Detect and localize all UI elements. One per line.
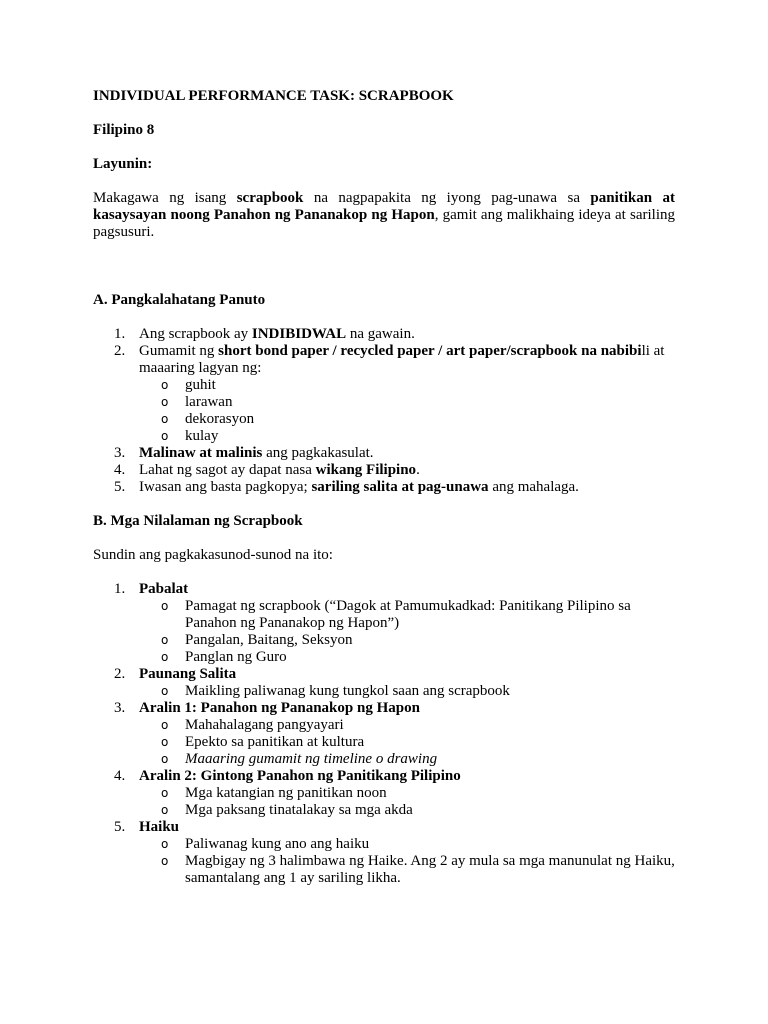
- bullet-o-icon: o: [161, 854, 169, 868]
- sub-item-text: kulay: [185, 428, 219, 444]
- bullet-o-icon: o: [161, 786, 169, 800]
- bullet-o-icon: o: [161, 395, 169, 409]
- sub-item-text: Pangalan, Baitang, Seksyon: [185, 632, 353, 648]
- objective-text-2: na nagpapakita ng iyong pag-unawa sa: [303, 190, 591, 206]
- sub-item-text-italic: Maaaring gumamit ng timeline o drawing: [185, 751, 438, 767]
- item-text: Gumamit ng: [139, 343, 219, 359]
- list-item: [93, 768, 675, 819]
- sub-list-item: [139, 683, 675, 700]
- section-a-heading: A. Pangkalahatang Panuto: [93, 292, 266, 308]
- item-text: Lahat ng sagot ay dapat nasa: [139, 462, 316, 478]
- sub-item-text: Pamagat ng scrapbook (“Dagok at Pamumukadkad: Panitikang Pilipino sa Panahon ng Pananakop ng Hapon”): [185, 598, 631, 631]
- objective-bold-2: panitikan at kasaysayan noong Panahon ng Pananakop ng Hapon: [93, 190, 675, 223]
- sub-list: [139, 598, 675, 666]
- sub-list-item: [139, 734, 675, 751]
- list-item: [93, 343, 675, 445]
- list-item: [93, 819, 675, 887]
- bullet-o-icon: o: [161, 752, 169, 766]
- sub-list: [139, 717, 675, 768]
- item-text: Iwasan ang basta pagkopya;: [139, 479, 312, 495]
- sub-item-text: larawan: [185, 394, 233, 410]
- subject-label: Filipino 8: [93, 122, 155, 138]
- bullet-o-icon: o: [161, 803, 169, 817]
- sub-list-item: [139, 649, 675, 666]
- section-b-heading: B. Mga Nilalaman ng Scrapbook: [93, 513, 303, 529]
- objective-text-3: , gamit ang malikhaing ideya at sariling pagsusuri.: [93, 207, 675, 240]
- sub-list-item: [139, 632, 675, 649]
- section-a-list: [93, 326, 675, 496]
- document-title: INDIVIDUAL PERFORMANCE TASK: SCRAPBOOK: [93, 88, 454, 104]
- item-label: Pabalat: [139, 581, 189, 597]
- item-number: 5.: [114, 819, 126, 835]
- list-item: [93, 581, 675, 666]
- list-item: [93, 326, 675, 343]
- objective-bold-1: scrapbook: [236, 190, 304, 206]
- item-number: 2.: [114, 343, 126, 359]
- sub-list: [139, 377, 675, 445]
- objective-heading: Layunin:: [93, 156, 153, 172]
- bullet-o-icon: o: [161, 599, 169, 613]
- sub-item-text: dekorasyon: [185, 411, 255, 427]
- bullet-o-icon: o: [161, 718, 169, 732]
- sub-item-text: Mga paksang tinatalakay sa mga akda: [185, 802, 413, 818]
- objective-text-1: Makagawa ng isang: [93, 190, 237, 206]
- item-label: Aralin 1: Panahon ng Pananakop ng Hapon: [139, 700, 420, 716]
- sub-list-item: [139, 836, 675, 853]
- sub-list-item: [139, 802, 675, 819]
- sub-item-text: Magbigay ng 3 halimbawa ng Haike. Ang 2 ay mula sa mga manunulat ng Haiku, samantalang ang 1 ay sariling likha.: [185, 853, 675, 886]
- item-bold-text: INDIBIDWAL: [251, 326, 347, 342]
- item-text: Ang scrapbook ay: [139, 326, 252, 342]
- item-text: ang mahalaga.: [488, 479, 579, 495]
- list-item: [93, 700, 675, 768]
- item-text: li at maaaring lagyan ng:: [139, 343, 665, 376]
- item-number: 3.: [114, 445, 126, 461]
- list-item: [93, 666, 675, 700]
- bullet-o-icon: o: [161, 378, 169, 392]
- bullet-o-icon: o: [161, 633, 169, 647]
- item-label: Aralin 2: Gintong Panahon ng Panitikang Pilipino: [139, 768, 461, 784]
- list-item: [93, 462, 675, 479]
- item-text: ang pagkakasulat.: [262, 445, 374, 461]
- sub-item-text: Epekto sa panitikan at kultura: [185, 734, 365, 750]
- bullet-o-icon: o: [161, 684, 169, 698]
- sub-list-item: [139, 598, 675, 632]
- item-bold-text: short bond paper / recycled paper / art paper/scrapbook na nabibi: [218, 343, 642, 359]
- document-content: [93, 88, 675, 887]
- section-b-list: [93, 581, 675, 887]
- sub-list-item: [139, 785, 675, 802]
- item-number: 5.: [114, 479, 126, 495]
- sub-list-item: [139, 717, 675, 734]
- item-number: 4.: [114, 462, 126, 478]
- item-bold-text: wikang Filipino: [315, 462, 417, 478]
- item-label: Paunang Salita: [139, 666, 237, 682]
- bullet-o-icon: o: [161, 429, 169, 443]
- sub-item-text: Panglan ng Guro: [185, 649, 287, 665]
- bullet-o-icon: o: [161, 650, 169, 664]
- sub-item-text: Mga katangian ng panitikan noon: [185, 785, 387, 801]
- list-item: [93, 479, 675, 496]
- sub-list: [139, 785, 675, 819]
- sub-item-text: Paliwanag kung ano ang haiku: [185, 836, 370, 852]
- sub-list-item: [139, 411, 675, 428]
- bullet-o-icon: o: [161, 412, 169, 426]
- section-b-intro: Sundin ang pagkakasunod-sunod na ito:: [93, 547, 333, 563]
- sub-list-item: [139, 853, 675, 887]
- sub-list: [139, 836, 675, 887]
- objective-paragraph: [93, 190, 675, 241]
- bullet-o-icon: o: [161, 735, 169, 749]
- sub-list-item: [139, 394, 675, 411]
- sub-item-text: guhit: [185, 377, 216, 393]
- item-number: 2.: [114, 666, 126, 682]
- sub-list: [139, 683, 675, 700]
- bullet-o-icon: o: [161, 837, 169, 851]
- list-item: [93, 445, 675, 462]
- sub-list-item: [139, 428, 675, 445]
- item-number: 3.: [114, 700, 126, 716]
- sub-list-item: [139, 751, 675, 768]
- sub-item-text: Mahahalagang pangyayari: [185, 717, 344, 733]
- sub-item-text: Maikling paliwanag kung tungkol saan ang scrapbook: [185, 683, 510, 699]
- item-number: 1.: [114, 581, 126, 597]
- item-label: Haiku: [139, 819, 180, 835]
- sub-list-item: [139, 377, 675, 394]
- item-number: 1.: [114, 326, 126, 342]
- item-number: 4.: [114, 768, 126, 784]
- item-bold-text: sariling salita at pag-unawa: [311, 479, 489, 495]
- item-bold-text: Malinaw at malinis: [139, 445, 263, 461]
- item-text: na gawain.: [346, 326, 415, 342]
- item-text: .: [416, 462, 420, 478]
